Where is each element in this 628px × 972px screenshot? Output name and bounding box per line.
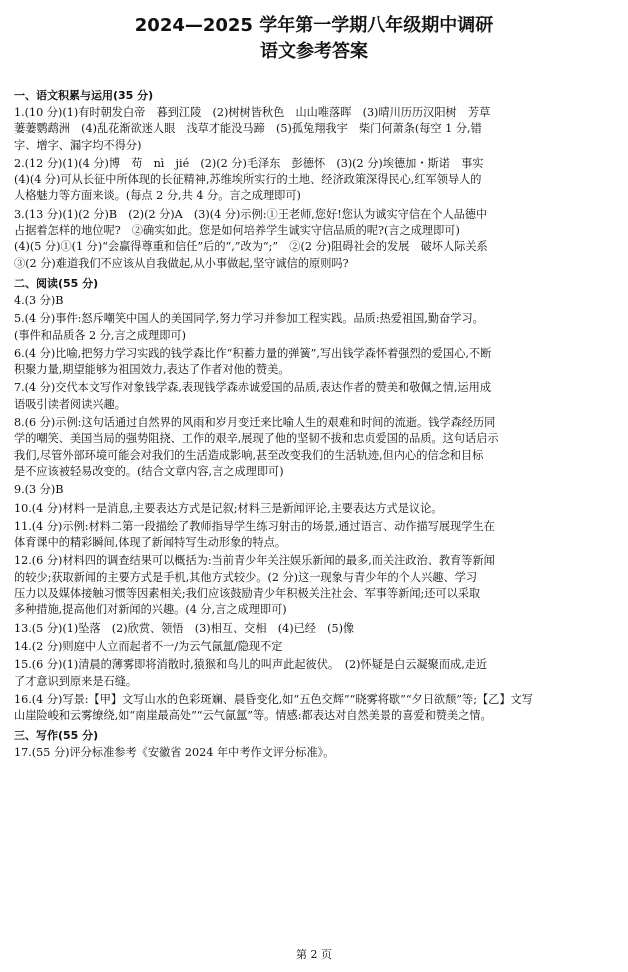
page-number: 第 2 页 [296, 948, 332, 961]
answer-line: 7.(4 分)交代本文写作对象钱学森,表现钱学森赤诚爱国的品质,表达作者的赞美和敬佩之情,运用成 [14, 381, 492, 395]
answer-line: 6.(4 分)比喻,把努力学习实践的钱学森比作“积蓄力量的弹簧”,写出钱学森怀着强烈的爱国心,不断 [14, 346, 492, 360]
answer-line: 8.(6 分)示例:这句话通过自然界的风雨和岁月变迁来比喻人生的艰难和时间的流逝。钱学森经历同 [14, 416, 496, 430]
answer-item [14, 692, 614, 725]
answer-line: 了才意识到原来是石缝。 [14, 674, 138, 688]
answer-line: ③(2 分)难道我们不应该从自我做起,从小事做起,坚守诚信的原则吗? [14, 256, 349, 270]
answer-line: 9.(3 分)B [14, 483, 64, 497]
section-heading: 二、阅读(55 分) [14, 276, 99, 290]
answer-content [14, 88, 614, 762]
answer-line: 1.(10 分)(1)有时朝发白帝 暮到江陵 (2)树树皆秋色 山山唯落晖 (3)晴川历历汉阳树 芳草 [14, 106, 491, 119]
answer-item [14, 621, 614, 637]
answer-line: 4.(3 分)B [14, 293, 64, 307]
answer-line: 的较少;获取新闻的主要方式是手机,其他方式较少。(2 分)这一现象与青少年的个人兴趣、学习 [14, 570, 478, 584]
answer-line: 压力以及媒体接触习惯等因素相关;我们应该鼓励青少年积极关注社会、军事等新闻;还可以采取 [14, 587, 481, 601]
answer-item [14, 639, 614, 655]
section-heading: 一、语文积累与运用(35 分) [14, 89, 154, 102]
answer-line: 学的嘲笑、美国当局的强势阻挠、工作的艰辛,展现了他的坚韧不拔和忠贞爱国的品质。这句话启示 [14, 432, 499, 446]
answer-line: 12.(6 分)材料四的调查结果可以概括为:当前青少年关注娱乐新闻的最多,而关注政治、教育等新闻 [14, 554, 495, 568]
answer-line: 16.(4 分)写景:【甲】文写山水的色彩斑斓、晨昏变化,如“五色交辉”“晓雾将歇”“夕日欲颓”等;【乙】文写 [14, 692, 533, 706]
answer-item [14, 380, 614, 413]
answer-item [14, 519, 614, 552]
answer-line: 17.(55 分)评分标准参考《安徽省 2024 年中考作文评分标准》。 [14, 746, 335, 760]
answer-item [14, 482, 614, 498]
answer-item [14, 553, 614, 618]
answer-line: 3.(13 分)(1)(2 分)B (2)(2 分)A (3)(4 分)示例:①王老师,您好!您认为诚实守信在个人品德中 [14, 207, 488, 221]
answer-item [14, 105, 614, 154]
answer-line: 山崖险峻和云雾缭绕,如“南崖最高处”“云气氤氲”等。情感:都表达对自然美景的喜爱和赞美之情。 [14, 709, 492, 723]
answer-line: 体育课中的精彩瞬间,体现了新闻特写生动形象的特点。 [14, 536, 287, 550]
answer-line: 5.(4 分)事件:怒斥嘲笑中国人的美国同学,努力学习并参加工程实践。品质:热爱祖国,勤奋学习。 [14, 312, 484, 326]
answer-line: (4)(4 分)可从长征中所体现的长征精神,苏维埃所实行的土地、经济政策深得民心,红军领导人的 [14, 173, 482, 187]
answer-line: 我们,尽管外部环境可能会对我们的生活造成影响,甚至改变我们的生活轨迹,但内心的信念和目标 [14, 448, 484, 462]
answer-line: 13.(5 分)(1)坠落 (2)欣赏、领悟 (3)相互、交相 (4)已经 (5)像 [14, 621, 355, 635]
answer-line: 是不应该被轻易改变的。(结合文章内容,言之成理即可) [14, 464, 284, 478]
answer-item [14, 156, 614, 205]
document-subtitle: 语文参考答案 [260, 41, 368, 62]
answer-line: 2.(12 分)(1)(4 分)博 苟 nì jié (2)(2 分)毛泽东 彭德怀 (3)(2 分)埃德加・斯诺 事实 [14, 156, 484, 170]
answer-line: (4)(5 分)①(1 分)“会赢得尊重和信任”后的“,”改为“;” ②(2 分)阻碍社会的发展 破坏人际关系 [14, 240, 488, 254]
answer-line: 11.(4 分)示例:材料二第一段描绘了教师指导学生练习射击的场景,通过语言、动作描写展现学生在 [14, 519, 495, 533]
answer-line: 多种措施,提高他们对新闻的兴趣。(4 分,言之成理即可) [14, 603, 287, 617]
answer-line: 萋萋鹦鹉洲 (4)乱花渐欲迷人眼 浅草才能没马蹄 (5)孤兔翔我宇 柴门何萧条(每空 1 分,错 [14, 122, 482, 136]
answer-line: 积聚力量,期望能够为祖国效力,表达了作者对他的赞美。 [14, 363, 290, 377]
answer-line: 14.(2 分)则庭中人立而起者不一/为云气氤氲/隐现不定 [14, 639, 283, 653]
answer-item [14, 346, 614, 379]
answer-item [14, 657, 614, 690]
answer-line: 10.(4 分)材料一是消息,主要表达方式是记叙;材料三是新闻评论,主要表达方式是议论。 [14, 501, 443, 515]
answer-item [14, 745, 614, 761]
answer-item [14, 501, 614, 517]
answer-item [14, 293, 614, 309]
answer-line: (事件和品质各 2 分,言之成理即可) [14, 328, 186, 342]
answer-line: 字、增字、漏字均不得分) [14, 138, 142, 152]
document-title: 2024—2025 学年第一学期八年级期中调研 [134, 15, 494, 36]
answer-item [14, 207, 614, 272]
answer-line: 人格魅力等方面来谈。(每点 2 分,共 4 分。言之成理即可) [14, 189, 301, 203]
answer-line: 15.(6 分)(1)清晨的薄雾即将消散时,猿猴和鸟儿的叫声此起彼伏。 (2)怀疑是白云凝聚而成,走近 [14, 658, 488, 672]
answer-item [14, 415, 614, 480]
answer-line: 占据着怎样的地位呢? ②确实如此。您是如何培养学生诚实守信品质的呢?(言之成理即可) [14, 224, 460, 238]
answer-line: 语吸引读者阅读兴趣。 [14, 397, 126, 411]
answer-item [14, 311, 614, 344]
section-heading: 三、写作(55 分) [14, 729, 99, 743]
